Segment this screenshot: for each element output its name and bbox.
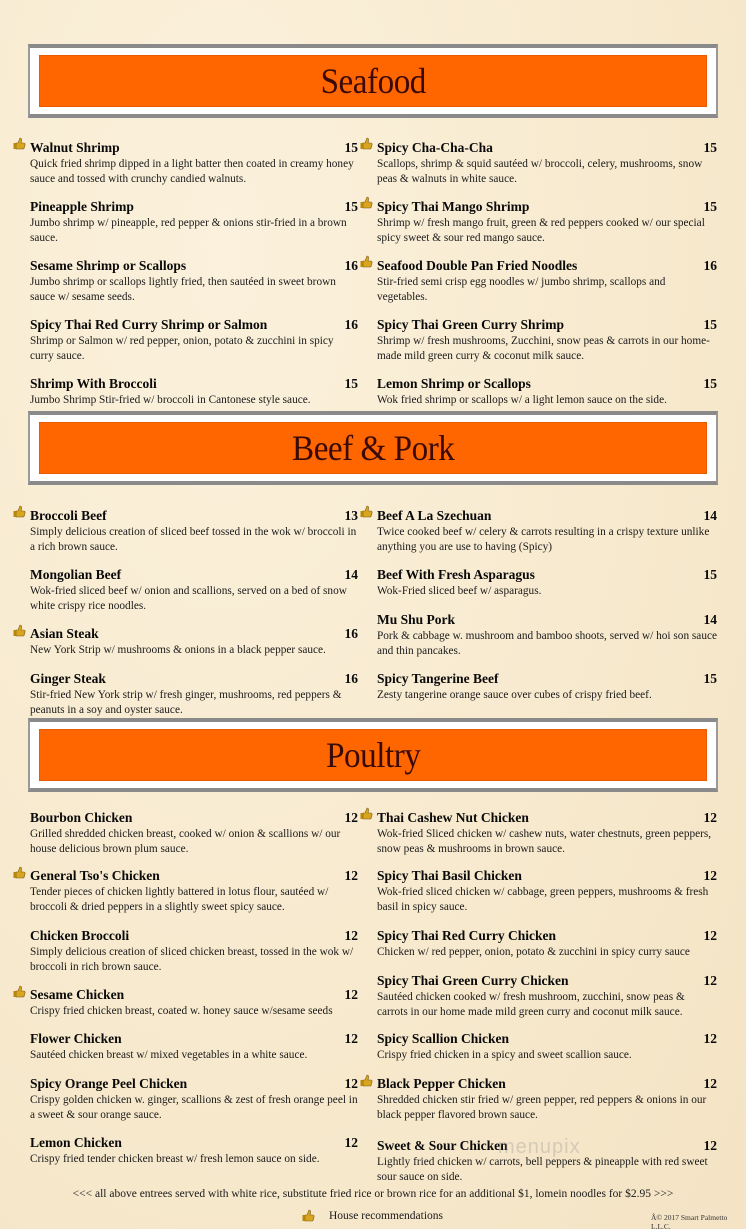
item-price: 12 — [703, 1076, 717, 1091]
item-price: 12 — [703, 1031, 717, 1046]
item-price: 12 — [344, 1031, 358, 1046]
item-name: Spicy Thai Basil Chicken — [377, 868, 522, 883]
item-description: New York Strip w/ mushrooms & onions in a black pepper sauce. — [30, 644, 326, 656]
item-name: Spicy Thai Green Curry Chicken — [377, 973, 569, 988]
section-banner-seafood — [28, 44, 718, 118]
item-name: Chicken Broccoli — [30, 928, 130, 943]
item-name: Asian Steak — [30, 626, 99, 641]
item-description: Sautéed chicken breast w/ mixed vegetables in a white sauce. — [30, 1049, 308, 1061]
item-price: 12 — [344, 868, 358, 883]
item-name: Beef A La Szechuan — [377, 508, 492, 523]
house-recommendation-icon — [360, 137, 373, 150]
house-recommendation-icon — [13, 624, 26, 637]
item-price: 12 — [344, 1076, 358, 1091]
item-price: 16 — [703, 258, 717, 273]
item-description: Jumbo shrimp w/ pineapple, red pepper & onions stir-fried in a brown sauce. — [30, 217, 347, 244]
menu-item — [30, 140, 358, 186]
item-name: Mu Shu Pork — [377, 612, 456, 627]
item-description: Wok-Fried sliced beef w/ asparagus. — [377, 585, 542, 597]
item-name: Sweet & Sour Chicken — [377, 1138, 508, 1153]
item-description: Tender pieces of chicken lightly battered in lotus flour, sautéed w/ broccoli & dried peppers in a slightly sweet spicy sauce. — [30, 886, 329, 913]
item-name: Spicy Thai Mango Shrimp — [377, 199, 530, 214]
section-banner-poultry — [28, 718, 718, 792]
item-description: Scallops, shrimp & squid sautéed w/ broccoli, celery, mushrooms, snow peas & walnuts in white sauce. — [377, 158, 703, 185]
menu-item — [30, 928, 358, 974]
item-description: Crispy fried tender chicken breast w/ fresh lemon sauce on side. — [30, 1153, 320, 1165]
item-name: Spicy Thai Red Curry Chicken — [377, 928, 557, 943]
item-description: Stir-fried semi crisp egg noodles w/ jumbo shrimp, scallops and vegetables. — [377, 276, 666, 303]
menu-item — [30, 317, 358, 363]
item-price: 14 — [703, 508, 717, 523]
item-name: Pineapple Shrimp — [30, 199, 134, 214]
item-description: Wok-fried sliced chicken w/ cabbage, green peppers, mushrooms & fresh basil in spicy sauce. — [377, 886, 709, 913]
section-title: Poultry — [325, 735, 421, 775]
menu-item — [377, 973, 717, 1019]
item-description: Jumbo shrimp or scallops lightly fried, then sautéed in sweet brown sauce w/ sesame seeds. — [30, 276, 336, 303]
item-description: Shrimp w/ fresh mango fruit, green & red peppers cooked w/ our special spicy sweet & sour red mango sauce. — [377, 217, 705, 244]
menu-item — [30, 376, 358, 408]
item-price: 12 — [344, 1135, 358, 1150]
house-recommendation-icon — [13, 505, 26, 518]
item-name: Spicy Thai Green Curry Shrimp — [377, 317, 565, 332]
item-description: Sautéed chicken cooked w/ fresh mushroom, zucchini, snow peas & carrots in our home made mild green curry and coconut milk sauce. — [377, 991, 685, 1018]
item-description: Shredded chicken stir fried w/ green pepper, red peppers & onions in our black pepper flavored brown sauce. — [377, 1094, 707, 1121]
item-description: Wok-fried Sliced chicken w/ cashew nuts, water chestnuts, green peppers, snow peas & mushrooms in brown sauce. — [377, 828, 712, 855]
item-name: Thai Cashew Nut Chicken — [377, 810, 529, 825]
item-description: Crispy golden chicken w. ginger, scallions & zest of fresh orange peel in a sweet & sour orange sauce. — [30, 1094, 358, 1121]
menu-item — [377, 567, 717, 599]
item-price: 12 — [703, 973, 717, 988]
banner-bar — [39, 422, 707, 474]
item-name: Spicy Cha-Cha-Cha — [377, 140, 493, 155]
section-title: Seafood — [320, 61, 426, 101]
item-name: Walnut Shrimp — [30, 140, 120, 155]
menu-item — [30, 987, 358, 1019]
item-price: 12 — [703, 1138, 717, 1153]
house-recommendation-icon — [360, 1074, 373, 1087]
menu-item — [377, 612, 717, 658]
copyright: Â© 2017 Smart Palmetto L.L.C. — [651, 1213, 728, 1229]
item-description: Wok fried shrimp or scallops w/ a light lemon sauce on the side. — [377, 394, 667, 406]
watermark: menupix — [498, 1136, 581, 1158]
item-price: 15 — [344, 140, 358, 155]
legend — [302, 1209, 443, 1222]
menu-item — [30, 868, 358, 914]
item-name: Ginger Steak — [30, 671, 106, 686]
item-price: 13 — [344, 508, 358, 523]
house-recommendation-icon — [360, 196, 373, 209]
item-name: Lemon Shrimp or Scallops — [377, 376, 531, 391]
item-price: 15 — [703, 317, 717, 332]
menu-item — [377, 199, 717, 245]
item-price: 16 — [344, 626, 358, 641]
item-price: 15 — [344, 199, 358, 214]
item-description: Pork & cabbage w. mushroom and bamboo shoots, served w/ hoi son sauce and thin pancakes. — [377, 630, 717, 657]
item-name: Sesame Shrimp or Scallops — [30, 258, 187, 273]
item-price: 12 — [344, 987, 358, 1002]
item-description: Quick fried shrimp dipped in a light batter then coated in creamy honey sauce and tossed with crunchy candied walnuts. — [30, 158, 354, 185]
item-price: 12 — [703, 868, 717, 883]
menu-item — [30, 508, 358, 554]
item-price: 15 — [703, 671, 717, 686]
banner-bar — [39, 729, 707, 781]
item-name: Spicy Thai Red Curry Shrimp or Salmon — [30, 317, 268, 332]
house-recommendation-icon — [360, 505, 373, 518]
rice-substitution-note: <<< all above entrees served with white rice, substitute fried rice or brown rice for an additional $1, lomein noodles for $2.95 >>> — [72, 1188, 674, 1200]
menu-item — [377, 140, 717, 186]
item-description: Lightly fried chicken w/ carrots, bell peppers & pineapple with red sweet sour sauce on side. — [377, 1156, 708, 1183]
item-price: 12 — [344, 810, 358, 825]
menu-item — [377, 810, 717, 856]
item-name: Flower Chicken — [30, 1031, 122, 1046]
house-recommendation-icon — [302, 1209, 315, 1222]
item-name: Mongolian Beef — [30, 567, 122, 582]
item-description: Shrimp w/ fresh mushrooms, Zucchini, snow peas & carrots in our home-made mild green curry & coconut milk sauce. — [377, 335, 710, 362]
item-description: Wok-fried sliced beef w/ onion and scallions, served on a bed of snow white crispy rice noodles. — [30, 585, 347, 612]
item-name: Shrimp With Broccoli — [30, 376, 157, 391]
item-price: 15 — [703, 199, 717, 214]
menu-item — [377, 1076, 717, 1122]
item-name: Broccoli Beef — [30, 508, 107, 523]
item-price: 14 — [703, 612, 717, 627]
item-name: Sesame Chicken — [30, 987, 125, 1002]
item-price: 16 — [344, 671, 358, 686]
item-description: Zesty tangerine orange sauce over cubes of crispy fried beef. — [377, 689, 652, 701]
item-price: 12 — [703, 810, 717, 825]
menu-item — [377, 317, 717, 363]
item-description: Chicken w/ red pepper, onion, potato & zucchini in spicy curry sauce — [377, 946, 690, 958]
menu-item — [377, 258, 717, 304]
house-recommendation-icon — [360, 255, 373, 268]
item-description: Twice cooked beef w/ celery & carrots resulting in a crispy texture unlike anything you are use to having (Spicy) — [377, 526, 710, 553]
menu-item — [377, 671, 717, 703]
menu-item — [377, 928, 717, 960]
menu-item — [30, 671, 358, 717]
house-recommendation-icon — [13, 866, 26, 879]
item-description: Shrimp or Salmon w/ red pepper, onion, potato & zucchini in spicy curry sauce. — [30, 335, 334, 362]
item-price: 15 — [703, 140, 717, 155]
section-banner-beef-pork — [28, 411, 718, 485]
item-price: 15 — [344, 376, 358, 391]
item-name: General Tso's Chicken — [30, 868, 160, 883]
banner-bar — [39, 55, 707, 107]
item-price: 16 — [344, 317, 358, 332]
legend-label: House recommendations — [329, 1209, 444, 1222]
item-name: Black Pepper Chicken — [377, 1076, 506, 1091]
menu-item — [377, 376, 717, 408]
item-price: 14 — [344, 567, 358, 582]
item-description: Crispy fried chicken breast, coated w. honey sauce w/sesame seeds — [30, 1005, 333, 1017]
menu-item — [377, 1031, 717, 1063]
menu-item — [30, 1135, 358, 1167]
item-description: Jumbo Shrimp Stir-fried w/ broccoli in Cantonese style sauce. — [30, 394, 311, 406]
item-description: Simply delicious creation of sliced beef tossed in the wok w/ broccoli in a rich brown sauce. — [30, 526, 357, 553]
menu-item — [30, 567, 358, 613]
item-description: Simply delicious creation of sliced chicken breast, tossed in the wok w/ broccoli in rich brown sauce. — [30, 946, 354, 973]
menu-item — [30, 1031, 358, 1063]
menu-item — [30, 258, 358, 304]
menu-item — [30, 199, 358, 245]
item-name: Lemon Chicken — [30, 1135, 122, 1150]
section-title: Beef & Pork — [291, 428, 455, 468]
menu-item — [377, 868, 717, 914]
item-price: 15 — [703, 567, 717, 582]
house-recommendation-icon — [13, 985, 26, 998]
item-name: Spicy Scallion Chicken — [377, 1031, 510, 1046]
item-name: Spicy Orange Peel Chicken — [30, 1076, 188, 1091]
item-description: Stir-fried New York strip w/ fresh ginger, mushrooms, red peppers & peanuts in a soy and oyster sauce. — [30, 689, 342, 716]
menu-item — [30, 810, 358, 856]
house-recommendation-icon — [360, 807, 373, 820]
item-name: Bourbon Chicken — [30, 810, 133, 825]
house-recommendation-icon — [13, 137, 26, 150]
item-name: Seafood Double Pan Fried Noodles — [377, 258, 578, 273]
menu-item — [30, 1076, 358, 1122]
item-price: 15 — [703, 376, 717, 391]
menu-item — [377, 508, 717, 554]
item-description: Grilled shredded chicken breast, cooked w/ onion & scallions w/ our house delicious brown plum sauce. — [30, 828, 341, 855]
item-name: Beef With Fresh Asparagus — [377, 567, 535, 582]
item-price: 12 — [344, 928, 358, 943]
item-name: Spicy Tangerine Beef — [377, 671, 499, 686]
item-price: 12 — [703, 928, 717, 943]
item-price: 16 — [344, 258, 358, 273]
item-description: Crispy fried chicken in a spicy and sweet scallion sauce. — [377, 1049, 632, 1061]
menu-item — [30, 626, 358, 658]
